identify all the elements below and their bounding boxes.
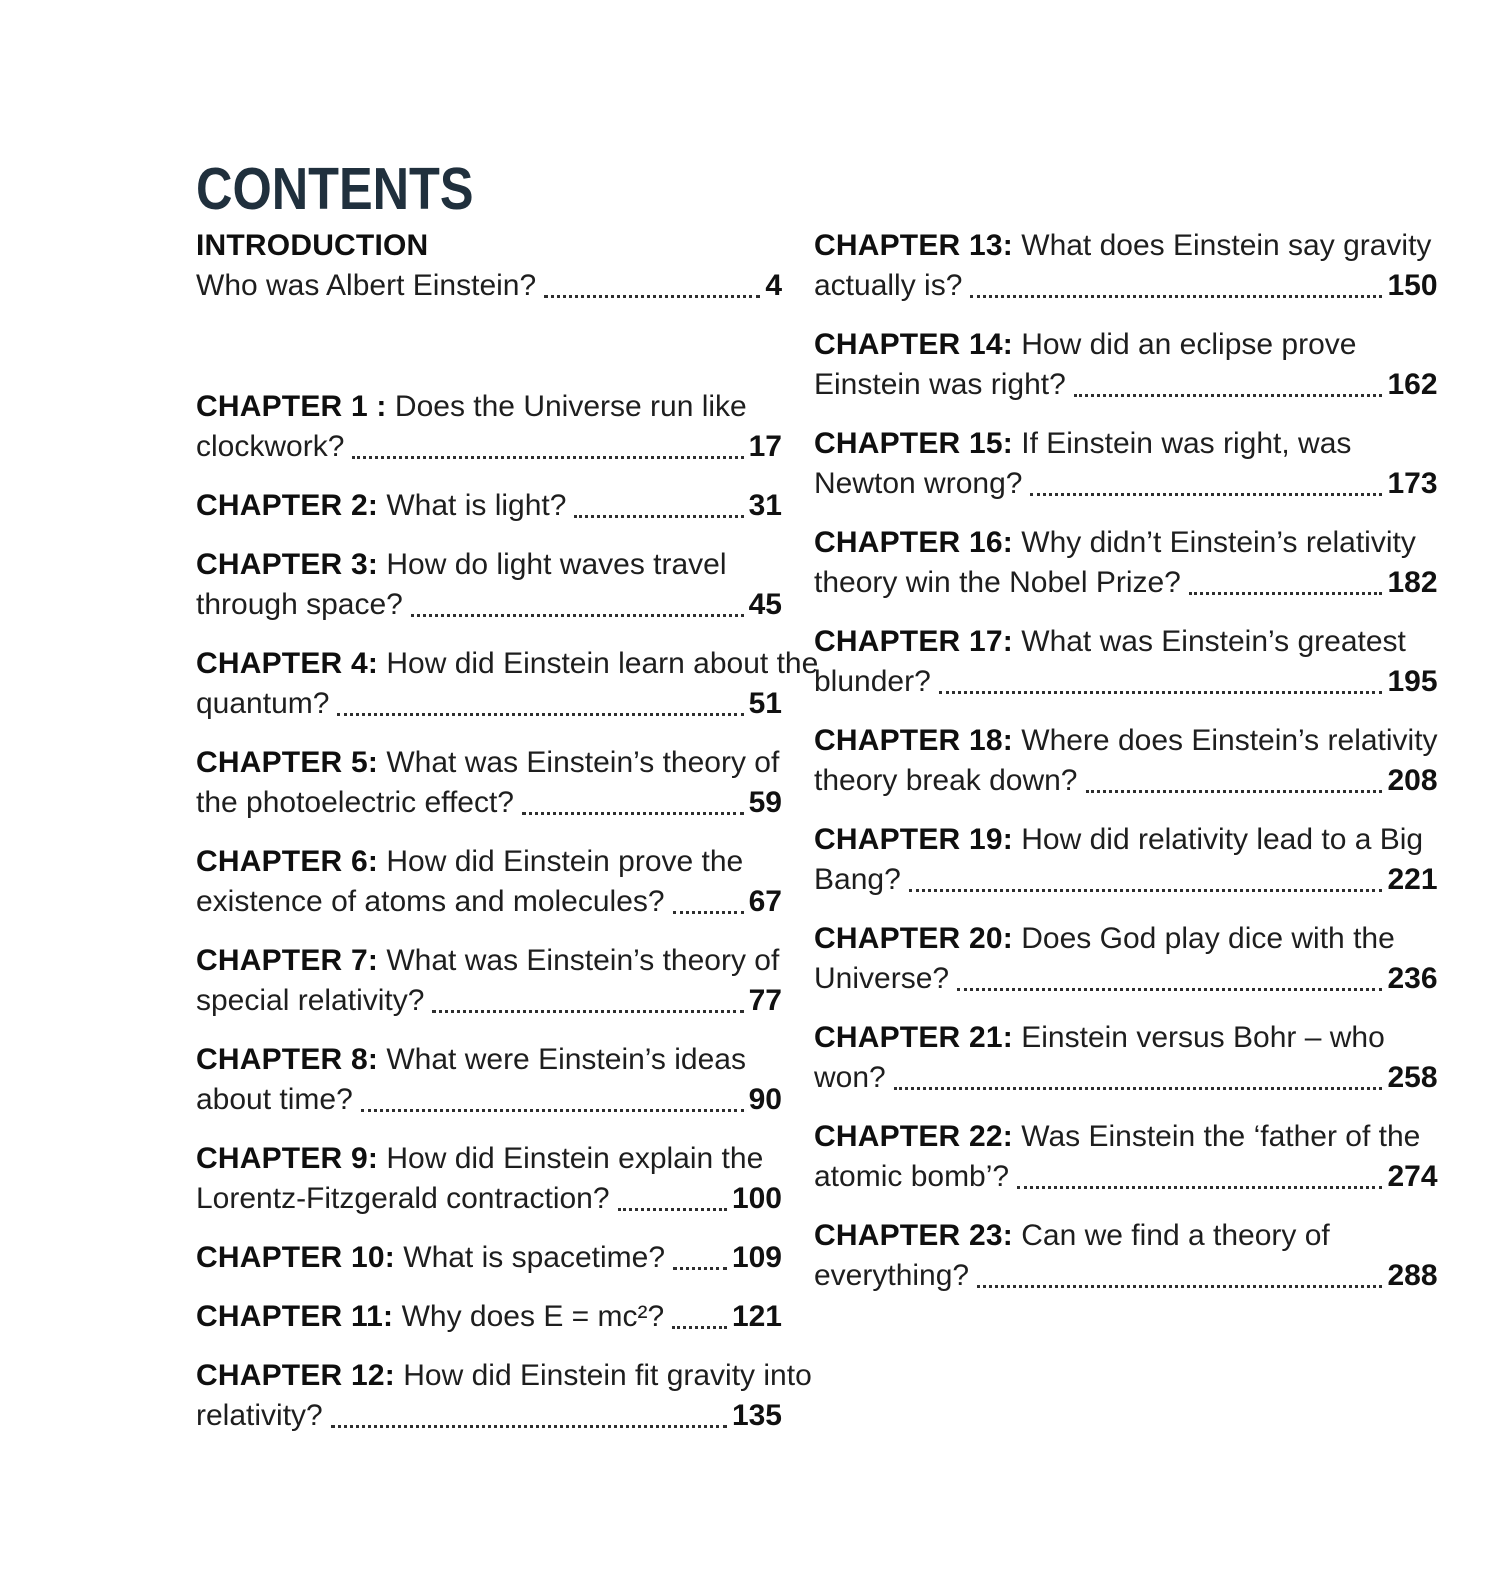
- chapter-title-continued: actually is?: [814, 269, 963, 302]
- page-number: 4: [765, 269, 782, 302]
- toc-entry: [814, 622, 1438, 702]
- toc-entry: [196, 1139, 782, 1219]
- chapter-label: CHAPTER 4:: [196, 647, 379, 680]
- toc-entry-first-line: [196, 387, 782, 427]
- page-number: 150: [1387, 269, 1438, 302]
- page-number: 208: [1387, 764, 1438, 797]
- dot-leader: [901, 860, 1388, 900]
- toc-entry-last-line: [814, 1157, 1438, 1197]
- chapter-title: Was Einstein the ‘father of the: [1021, 1120, 1421, 1153]
- toc-entry-last-line: [814, 563, 1438, 603]
- toc-entry-first-line: [196, 1356, 812, 1396]
- chapter-title: What was Einstein’s greatest: [1021, 625, 1406, 658]
- chapter-title-continued: clockwork?: [196, 430, 345, 463]
- toc-entry: [196, 387, 782, 467]
- dot-leader: [514, 783, 749, 823]
- toc-entry-last-line: [814, 464, 1438, 504]
- toc-entry-first-line: [814, 226, 1438, 266]
- dot-leader: [403, 585, 749, 625]
- page-number: 31: [748, 489, 782, 522]
- toc-column-right: [814, 226, 1438, 1315]
- chapter-title-continued: Who was Albert Einstein?: [196, 269, 537, 302]
- page-title: CONTENTS: [196, 155, 474, 223]
- chapter-label: CHAPTER 23:: [814, 1219, 1013, 1252]
- dot-leader: [969, 1256, 1387, 1296]
- toc-entry: [814, 1216, 1438, 1296]
- toc-entry-first-line: [814, 523, 1438, 563]
- chapter-title-continued: won?: [814, 1061, 886, 1094]
- chapter-label: CHAPTER 7:: [196, 944, 379, 977]
- chapter-title-continued: atomic bomb’?: [814, 1160, 1010, 1193]
- toc-entry-last-line: [814, 662, 1438, 702]
- toc-entry-first-line: [196, 1139, 782, 1179]
- toc-entry-first-line: [196, 226, 782, 266]
- toc-entry: [814, 820, 1438, 900]
- toc-entry-first-line: [196, 842, 782, 882]
- dot-leader: [344, 427, 748, 467]
- chapter-title: What was Einstein’s theory of: [386, 944, 780, 977]
- page-number: 274: [1387, 1160, 1438, 1193]
- chapter-label: CHAPTER 6:: [196, 845, 379, 878]
- chapter-label: CHAPTER 13:: [814, 229, 1013, 262]
- page-number: 45: [748, 588, 782, 621]
- toc-entry: [814, 1018, 1438, 1098]
- chapter-label: CHAPTER 2:: [196, 489, 379, 522]
- chapter-title: How did an eclipse prove: [1021, 328, 1357, 361]
- dot-leader: [1066, 365, 1388, 405]
- chapter-title-continued: blunder?: [814, 665, 931, 698]
- page-number: 77: [748, 984, 782, 1017]
- toc-entry: [814, 721, 1438, 801]
- dot-leader: [1181, 563, 1388, 603]
- page-number: 109: [731, 1241, 782, 1274]
- chapter-title: What is spacetime?: [403, 1241, 666, 1274]
- toc-entry: [814, 424, 1438, 504]
- chapter-label: CHAPTER 18:: [814, 724, 1013, 757]
- toc-entry: [196, 226, 782, 306]
- toc-entry: [814, 1117, 1438, 1197]
- toc-entry-first-line: [814, 325, 1438, 365]
- toc-entry-first-line: [814, 1018, 1438, 1058]
- page-number: 59: [748, 786, 782, 819]
- chapter-label: CHAPTER 3:: [196, 548, 379, 581]
- toc-entry-first-line: [196, 743, 782, 783]
- toc-entry-first-line: [814, 1117, 1438, 1157]
- dot-leader: [962, 266, 1387, 306]
- toc-entry-last-line: [814, 365, 1438, 405]
- page-number: 67: [748, 885, 782, 918]
- chapter-title-continued: about time?: [196, 1083, 353, 1116]
- chapter-label: CHAPTER 15:: [814, 427, 1013, 460]
- toc-entry-last-line: [196, 585, 782, 625]
- toc-entry: [196, 1040, 782, 1120]
- chapter-title: How did relativity lead to a Big: [1021, 823, 1424, 856]
- chapter-title: How did Einstein fit gravity into: [403, 1359, 812, 1392]
- toc-entry-last-line: [814, 761, 1438, 801]
- dot-leader: [1022, 464, 1387, 504]
- toc-column-left: [196, 226, 819, 1455]
- toc-entry-first-line: [814, 919, 1438, 959]
- toc-entry-last-line: [814, 959, 1438, 999]
- toc-entry-last-line: [196, 981, 782, 1021]
- toc-entry-last-line: [196, 427, 782, 467]
- toc-entry-first-line: [814, 424, 1438, 464]
- toc-entry: [814, 523, 1438, 603]
- chapter-title: Why didn’t Einstein’s relativity: [1021, 526, 1416, 559]
- page-number: 90: [748, 1083, 782, 1116]
- toc-entry-first-line: [196, 941, 782, 981]
- toc-entry-last-line: [814, 266, 1438, 306]
- chapter-title-continued: theory win the Nobel Prize?: [814, 566, 1181, 599]
- toc-entry-last-line: [196, 882, 782, 922]
- chapter-label: CHAPTER 10:: [196, 1241, 395, 1274]
- toc-entry-first-line: [196, 644, 819, 684]
- chapter-title: Can we find a theory of: [1021, 1219, 1330, 1252]
- chapter-title: Does God play dice with the: [1021, 922, 1395, 955]
- page-number: 288: [1387, 1259, 1438, 1292]
- page-number: 173: [1387, 467, 1438, 500]
- page-number: 162: [1387, 368, 1438, 401]
- page-number: 258: [1387, 1061, 1438, 1094]
- toc-entry-last-line: [196, 783, 782, 823]
- toc-entry: [196, 545, 782, 625]
- chapter-label: CHAPTER 8:: [196, 1043, 379, 1076]
- chapter-title-continued: relativity?: [196, 1399, 323, 1432]
- chapter-title: What is light?: [386, 489, 567, 522]
- dot-leader: [1009, 1157, 1387, 1197]
- toc-entry: [814, 919, 1438, 999]
- toc-entry-first-line: [814, 820, 1438, 860]
- toc-entry: [196, 743, 782, 823]
- chapter-label: CHAPTER 22:: [814, 1120, 1013, 1153]
- toc-entry-first-line: [196, 1040, 782, 1080]
- chapter-title: Einstein versus Bohr – who: [1021, 1021, 1385, 1054]
- toc-columns: [196, 226, 1438, 1455]
- page-number: 236: [1387, 962, 1438, 995]
- dot-leader: [353, 1080, 749, 1120]
- toc-entry: [196, 842, 782, 922]
- chapter-title: How did Einstein explain the: [386, 1142, 764, 1175]
- chapter-label: CHAPTER 5:: [196, 746, 379, 779]
- dot-leader: [949, 959, 1387, 999]
- chapter-title-continued: Bang?: [814, 863, 901, 896]
- dot-leader: [323, 1396, 732, 1436]
- chapter-title-continued: Lorentz-Fitzgerald contraction?: [196, 1182, 610, 1215]
- chapter-title: Why does E = mc²?: [401, 1300, 665, 1333]
- toc-entry: [196, 941, 782, 1021]
- toc-entry-last-line: [196, 1297, 782, 1337]
- dot-leader: [329, 684, 748, 724]
- chapter-label: CHAPTER 19:: [814, 823, 1013, 856]
- chapter-title-continued: Einstein was right?: [814, 368, 1066, 401]
- page-number: 51: [748, 687, 782, 720]
- toc-entry: [196, 486, 782, 526]
- chapter-title: If Einstein was right, was: [1021, 427, 1352, 460]
- chapter-title-continued: the photoelectric effect?: [196, 786, 514, 819]
- page-number: 17: [748, 430, 782, 463]
- toc-entry-last-line: [196, 1080, 782, 1120]
- toc-entry-last-line: [196, 1396, 782, 1436]
- chapter-title-continued: Newton wrong?: [814, 467, 1023, 500]
- chapter-title: How did Einstein learn about the: [386, 647, 819, 680]
- dot-leader: [536, 266, 765, 306]
- toc-entry-first-line: [196, 545, 782, 585]
- dot-leader: [566, 486, 748, 526]
- page-number: 221: [1387, 863, 1438, 896]
- toc-entry-last-line: [814, 1058, 1438, 1098]
- chapter-label: CHAPTER 14:: [814, 328, 1013, 361]
- chapter-title: How do light waves travel: [386, 548, 727, 581]
- toc-entry-last-line: [196, 684, 782, 724]
- chapter-label: CHAPTER 11:: [196, 1300, 394, 1333]
- page-number: 182: [1387, 566, 1438, 599]
- chapter-title: How did Einstein prove the: [386, 845, 744, 878]
- page-number: 100: [731, 1182, 782, 1215]
- chapter-label: CHAPTER 1 :: [196, 390, 387, 423]
- chapter-label: INTRODUCTION: [196, 229, 429, 262]
- chapter-title: What was Einstein’s theory of: [386, 746, 780, 779]
- dot-leader: [931, 662, 1388, 702]
- chapter-title-continued: through space?: [196, 588, 403, 621]
- chapter-title-continued: existence of atoms and molecules?: [196, 885, 665, 918]
- toc-entry-first-line: [814, 1216, 1438, 1256]
- chapter-title-continued: Universe?: [814, 962, 950, 995]
- toc-entry-first-line: [814, 622, 1438, 662]
- toc-entry: [196, 1356, 812, 1436]
- toc-entry-last-line: [196, 486, 782, 526]
- toc-entry: [196, 1238, 782, 1278]
- chapter-label: CHAPTER 17:: [814, 625, 1013, 658]
- dot-leader: [665, 1238, 732, 1278]
- page-number: 121: [731, 1300, 782, 1333]
- chapter-title: Where does Einstein’s relativity: [1021, 724, 1438, 757]
- toc-entry: [814, 325, 1438, 405]
- chapter-title-continued: everything?: [814, 1259, 970, 1292]
- chapter-label: CHAPTER 21:: [814, 1021, 1013, 1054]
- page-number: 135: [731, 1399, 782, 1432]
- chapter-title-continued: special relativity?: [196, 984, 425, 1017]
- chapter-label: CHAPTER 12:: [196, 1359, 395, 1392]
- chapter-label: CHAPTER 9:: [196, 1142, 379, 1175]
- dot-leader: [664, 1297, 732, 1337]
- chapter-title: What does Einstein say gravity: [1021, 229, 1432, 262]
- chapter-label: CHAPTER 20:: [814, 922, 1013, 955]
- dot-leader: [424, 981, 748, 1021]
- dot-leader: [610, 1179, 732, 1219]
- chapter-title-continued: quantum?: [196, 687, 330, 720]
- dot-leader: [1078, 761, 1388, 801]
- toc-entry-first-line: [814, 721, 1438, 761]
- dot-leader: [665, 882, 749, 922]
- toc-entry-last-line: [196, 1179, 782, 1219]
- toc-entry-last-line: [196, 266, 782, 306]
- chapter-title: Does the Universe run like: [394, 390, 747, 423]
- chapter-title: What were Einstein’s ideas: [386, 1043, 746, 1076]
- toc-entry-last-line: [196, 1238, 782, 1278]
- dot-leader: [886, 1058, 1388, 1098]
- toc-entry: [196, 1297, 782, 1337]
- toc-entry-last-line: [814, 860, 1438, 900]
- page-number: 195: [1387, 665, 1438, 698]
- toc-entry: [814, 226, 1438, 306]
- toc-entry-last-line: [814, 1256, 1438, 1296]
- chapter-title-continued: theory break down?: [814, 764, 1078, 797]
- chapter-label: CHAPTER 16:: [814, 526, 1013, 559]
- toc-entry: [196, 644, 819, 724]
